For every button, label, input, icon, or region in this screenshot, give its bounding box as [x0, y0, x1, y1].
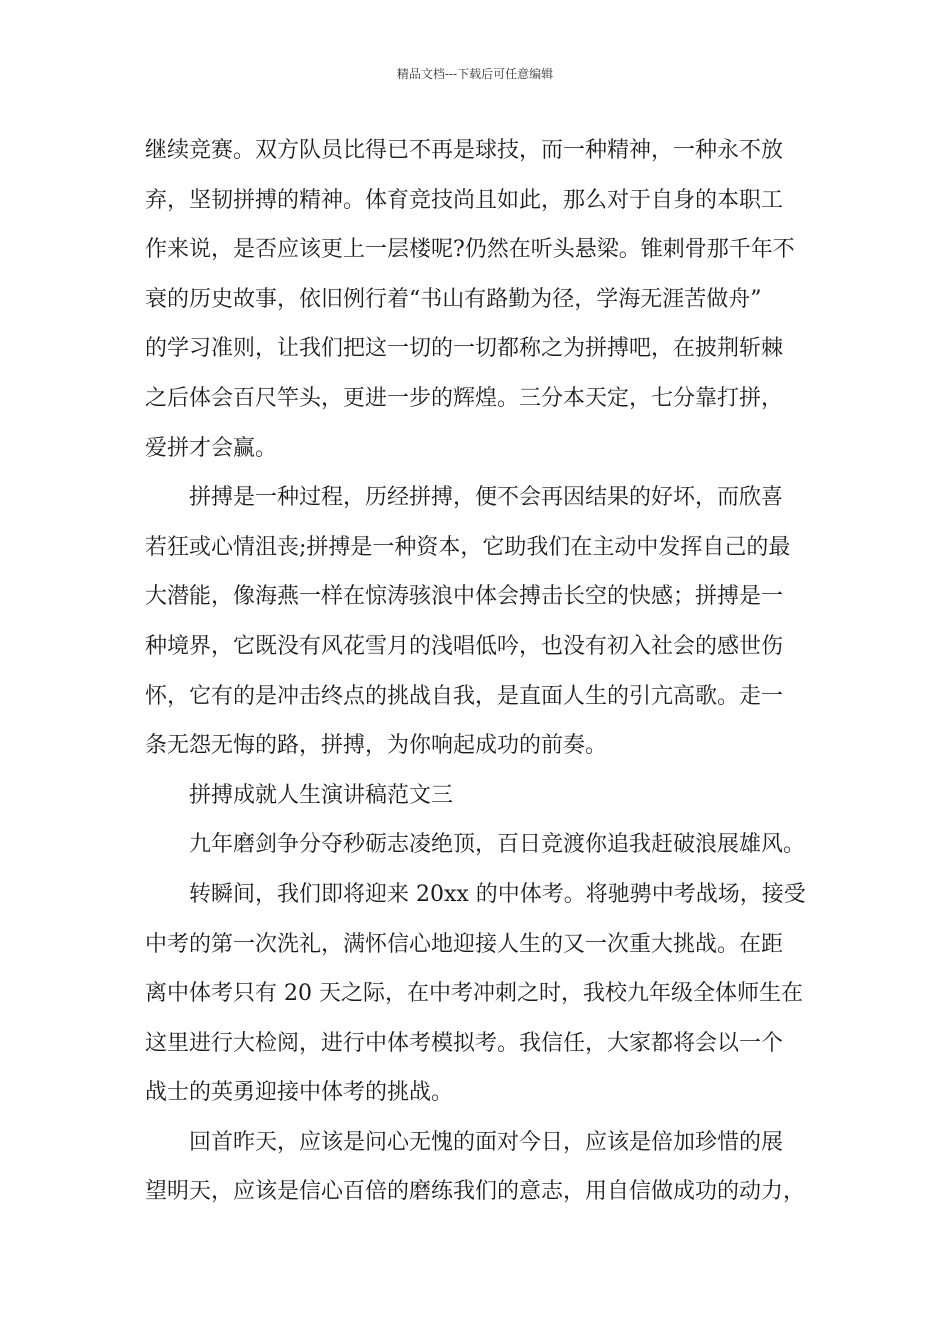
text-line: 之后体会百尺竿头，更进一步的辉煌。三分本天定，七分靠打拼， [145, 385, 784, 411]
text-line: 怀，它有的是冲击终点的挑战自我，是直面人生的引亢高歌。走一 [145, 683, 784, 709]
text-line: 作来说，是否应该更上一层楼呢?仍然在听头悬梁。锥刺骨那千年不 [145, 237, 795, 263]
text-line: 若狂或心情沮丧;拼搏是一种资本，它助我们在主动中发挥自己的最 [145, 534, 791, 560]
document-body [145, 129, 813, 1220]
paragraph-start-line: 九年磨剑争分夺秒砺志凌绝顶，百日竞渡你追我赶破浪展雄风。 [189, 832, 806, 858]
text-line: 条无怨无悔的路，拼搏，为你响起成功的前奏。 [145, 733, 608, 759]
text-line: 望明天，应该是信心百倍的磨练我们的意志，用自信做成功的动力， [145, 1179, 806, 1205]
paragraph-start-line: 转瞬间，我们即将迎来 20xx 的中体考。将驰骋中考战场，接受 [189, 881, 806, 907]
text-line: 离中体考只有 20 天之际，在中考冲刺之时，我校九年级全体师生在 [145, 981, 803, 1007]
text-line: 弃，坚韧拼搏的精神。体育竞技尚且如此，那么对于自身的本职工 [145, 187, 784, 213]
page-header: 精品文档---下载后可任意编辑 [396, 67, 554, 81]
text-line: 衰的历史故事，依旧例行着“书山有路勤为径，学海无涯苦做舟” [145, 286, 762, 312]
text-line: 种境界，它既没有风花雪月的浅唱低吟，也没有初入社会的感世伤 [145, 633, 784, 659]
section-title: 拼搏成就人生演讲稿范文三 [189, 782, 454, 808]
text-line: 爱拼才会赢。 [145, 435, 278, 461]
paragraph-start-line: 回首昨天，应该是问心无愧的面对今日，应该是倍加珍惜的展 [189, 1129, 784, 1155]
text-line: 这里进行大检阅，进行中体考模拟考。我信任，大家都将会以一个 [145, 1030, 784, 1056]
text-line: 中考的第一次洗礼，满怀信心地迎接人生的又一次重大挑战。在距 [145, 931, 784, 957]
text-line: 继续竞赛。双方队员比得已不再是球技，而一种精神，一种永不放 [145, 138, 784, 163]
paragraph-start-line: 拼搏是一种过程，历经拼搏，便不会再因结果的好坏，而欣喜 [189, 485, 784, 511]
text-line: 战士的英勇迎接中体考的挑战。 [145, 1080, 454, 1106]
text-line: 的学习准则，让我们把这一切的一切都称之为拼搏吧，在披荆斩棘 [145, 336, 784, 362]
text-line: 大潜能，像海燕一样在惊涛骇浪中体会搏击长空的快感；拼搏是一 [145, 584, 784, 610]
